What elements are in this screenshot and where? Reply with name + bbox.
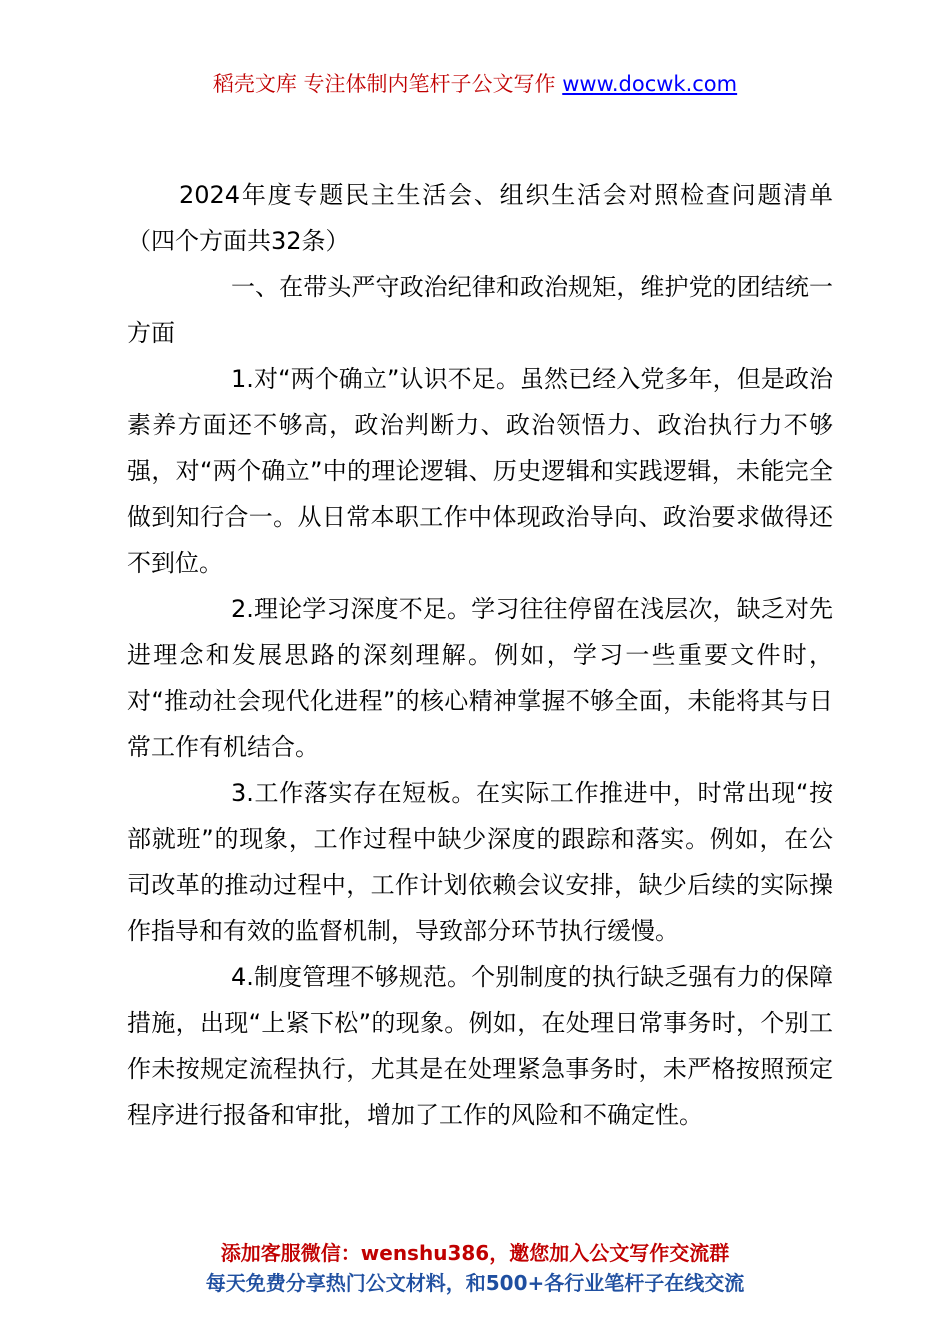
paragraph-item-3: 3.工作落实存在短板。在实际工作推进中，时常出现“按部就班”的现象，工作过程中缺少深度的跟踪和落实。例如，在公司改革的推动过程中，工作计划依赖会议安排，缺少后续的实际操作指导和有效的监督机制，导致部分环节执行缓慢。 (127, 779, 833, 945)
paragraph-item-1: 1.对“两个确立”认识不足。虽然已经入党多年，但是政治素养方面还不够高，政治判断力、政治领悟力、政治执行力不够强，对“两个确立”中的理论逻辑、历史逻辑和实践逻辑，未能完全做到知行合一。从日常本职工作中体现政治导向、政治要求做得还不到位。 (127, 365, 833, 577)
header-url-link[interactable]: www.docwk.com (562, 72, 738, 96)
promo-footer (0, 1238, 950, 1298)
header-brand: 稻壳文库 专注体制内笔杆子公文写作 (212, 72, 556, 96)
section-heading: 一、在带头严守政治纪律和政治规矩，维护党的团结统一方面 (127, 273, 833, 347)
footer-line-share: 每天免费分享热门公文材料，和500+各行业笔杆子在线交流 (205, 1271, 745, 1295)
document-body (127, 172, 833, 1138)
watermark-header (0, 68, 950, 98)
paragraph-item-2: 2.理论学习深度不足。学习往往停留在浅层次，缺乏对先进理念和发展思路的深刻理解。例如，学习一些重要文件时，对“推动社会现代化进程”的核心精神掌握不够全面，未能将其与日常工作有机结合。 (127, 595, 833, 761)
footer-line-wechat: 添加客服微信：wenshu386，邀您加入公文写作交流群 (220, 1241, 730, 1265)
paragraph-item-4: 4.制度管理不够规范。个别制度的执行缺乏强有力的保障措施，出现“上紧下松”的现象。例如，在处理日常事务时，个别工作未按规定流程执行，尤其是在处理紧急事务时，未严格按照预定程序进行报备和审批，增加了工作的风险和不确定性。 (127, 963, 833, 1129)
document-title: 2024年度专题民主生活会、组织生活会对照检查问题清单（四个方面共32条） (127, 181, 833, 255)
